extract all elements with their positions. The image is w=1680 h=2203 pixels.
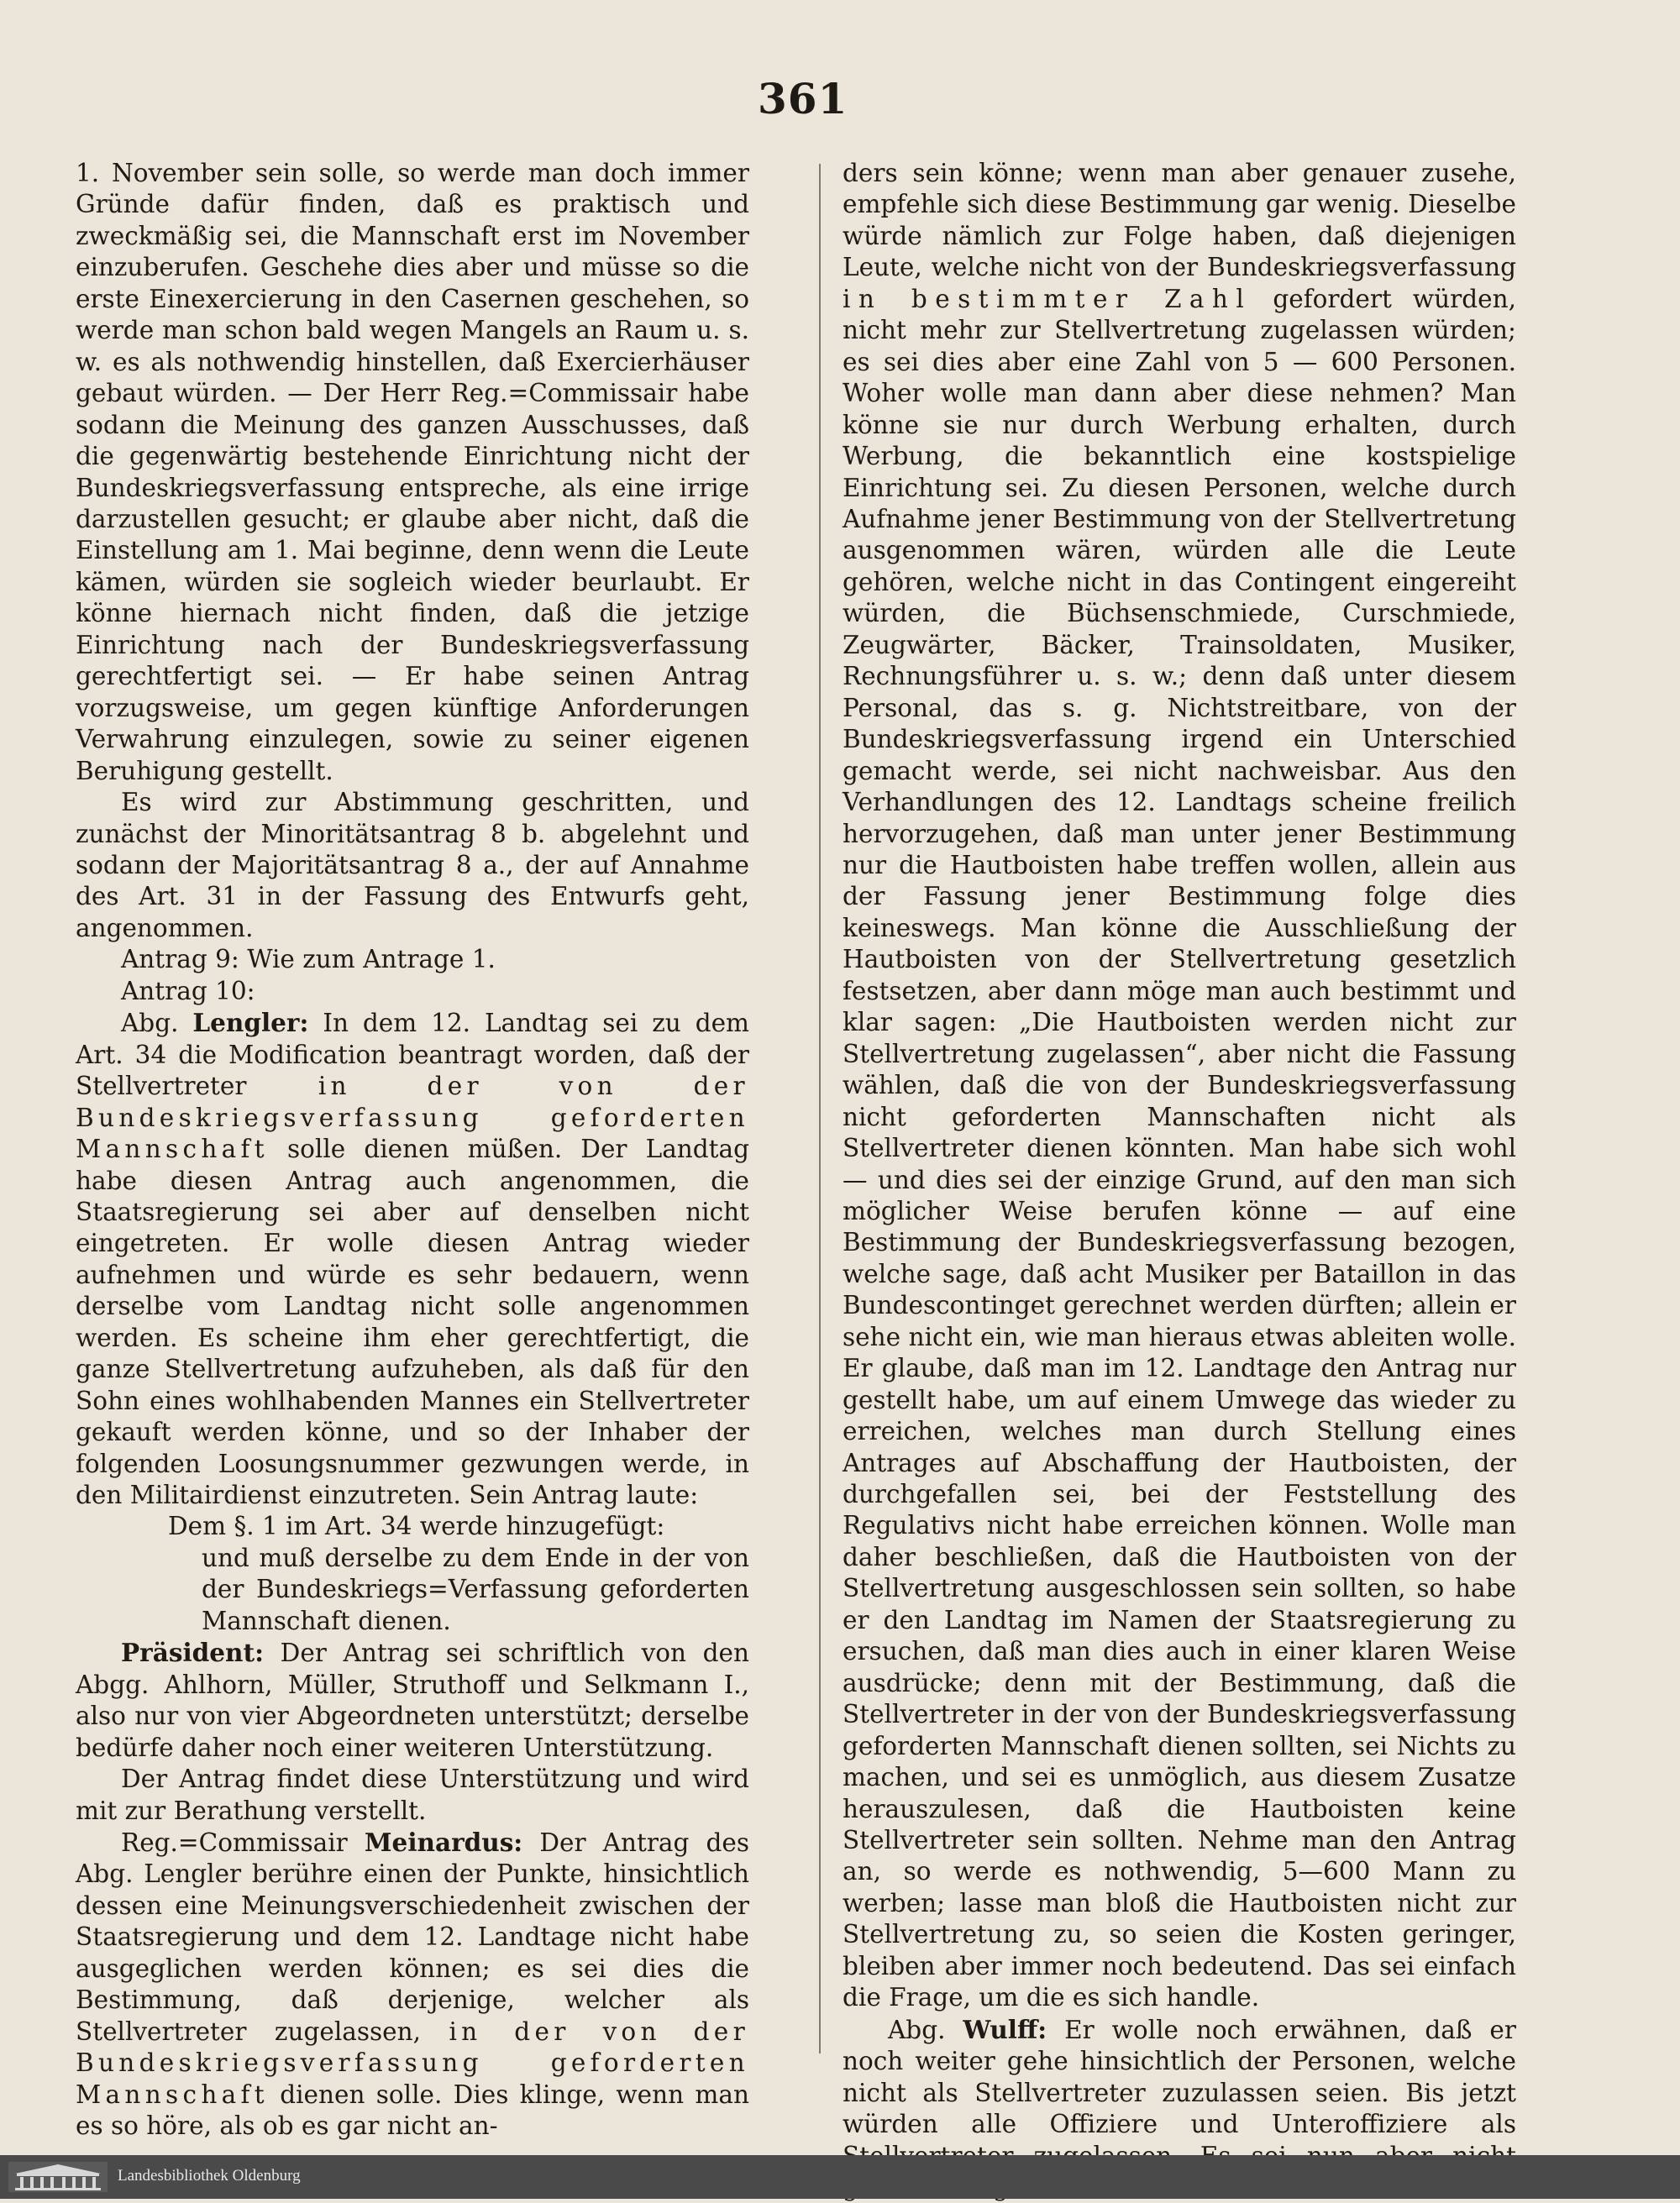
speech-text: solle dienen müßen. Der Landtag habe diesen Antrag auch angenommen, die Staatsregierung sei aber auf denselben nicht eingetreten. Er wolle diesen Antrag wieder aufnehmen und würde es sehr bedauern, wenn derselbe vom Landtag nicht solle angenommen werden. Es scheine ihm eher gerechtfertigt, die ganze Stellvertretung aufzuheben, als daß für den Sohn eines wohlhabenden Mannes ein Stellvertreter gekauft werden könne, und so der Inhaber der folgenden Loosungsnummer gezwungen werde, in den Militairdienst einzutreten. Sein Antrag laute: xyxy=(76,1135,749,1510)
column-divider xyxy=(819,164,821,2054)
paragraph-continued xyxy=(843,158,1516,2014)
page-number: 361 xyxy=(758,74,848,123)
speaker-name: Wulff: xyxy=(963,2014,1047,2044)
speech-lengler xyxy=(76,1007,749,1511)
paragraph: Der Antrag findet diese Unterstützung und wird mit zur Berathung verstellt. xyxy=(76,1765,749,1825)
right-column xyxy=(843,158,1516,2203)
paragraph: Antrag 10: xyxy=(121,976,255,1005)
spaced-emphasis: in bestimmter Zahl xyxy=(843,284,1252,313)
left-column xyxy=(76,158,749,2143)
speaker-name: Meinardus: xyxy=(364,1828,523,1858)
spaced-emphasis: in der von der Bundeskriegsverfassung geforderten Mannschaft xyxy=(76,2017,749,2109)
speaker-name: Lengler: xyxy=(192,1008,309,1038)
spaced-emphasis: in der von der Bundeskriegsverfassung geforderten Mannschaft xyxy=(76,1072,749,1164)
footer-bar xyxy=(0,2155,1680,2199)
speech-text: Er wolle noch erwähnen, daß er noch weiter gehe hinsichtlich der Personen, welche nicht als Stellvertreter zuzulassen seien. Bis jetzt würden alle Offiziere und Unteroffiziere als xyxy=(843,2015,1516,2139)
paragraph: Es wird zur Abstimmung geschritten, und zunächst der Minoritätsantrag 8 b. abgelehnt und sodann der Majoritätsantrag 8 a., der auf Annahme des Art. 31 in der Fassung des Entwurfs geht, angenommen. xyxy=(76,788,749,942)
speech-text: dienen solle. Dies klinge, wenn man es so höre, als ob es gar nicht an- xyxy=(76,2080,749,2141)
speaker-prefix: Abg. xyxy=(121,1009,193,1038)
speech-text: In dem 12. Landtag sei zu dem Art. 34 die Modification beantragt worden, daß der Stellvertreter xyxy=(76,1009,750,1101)
paragraph: Antrag 9: Wie zum Antrage 1. xyxy=(121,945,496,974)
speaker-prefix: Abg. xyxy=(888,2015,963,2044)
library-name: Landesbibliothek Oldenburg xyxy=(118,2167,301,2185)
speech-praesident xyxy=(76,1637,749,1764)
speech-text: Der Antrag des Abg. Lengler berühre einen der Punkte, hinsichtlich dessen eine Meinungsverschiedenheit zwischen der Staatsregierung und dem 12. Landtage nicht habe ausgeglichen werden können; es sei dies die Bestimmung, daß derjenige, welcher als Stellvertreter zugelassen, xyxy=(76,1828,749,2046)
amendment-intro: Dem §. 1 im Art. 34 werde hinzugefügt: xyxy=(168,1512,665,1541)
speech-text: gefordert würden, nicht mehr zur Stellvertretung zugelassen würden; es sei dies aber eine Zahl von 5 — 600 Personen. Woher wolle man dann aber diese nehmen? Man könne sie nur durch Werbung erhalten, durch Werbung, die bekanntlich eine kostspielige Einrichtung sei. Zu diesen Personen, welche durch Aufnahme jener Bestimmung von der Stellvertretung ausgenommen wären, würden alle die Leute gehören, welche nicht in das Contingent eingereiht würden, die Büchsenschmiede, Curschmiede, Zeugwärter, Bäcker, Trainsoldaten, Musiker, Rechnungsführer u. s. w.; denn daß unter diesem Personal, das s. g. Nichtstreitbare, von der Bundeskriegsverfassung irgend ein Unterschied gemacht werde, sei nicht nachweisbar. Aus den Verhandlungen des 12. Landtags scheine freilich hervorzugehen, daß man unter jener Bestimmung nur die Hautboisten habe treffen wollen, allein aus der Fassung jener Bestimmung folge dies keineswegs. Man könne die Ausschließung der Hautboisten von der Stellvertretung gesetzlich festsetzen, aber dann möge man auch bestimmt und klar sagen: „Die Hautboisten werden nicht zur Stellvertretung zugelassen“, aber nicht die Fassung wählen, daß die von der Bundeskriegsverfassung nicht geforderten Mannschaften nicht als Stellvertreter dienen könnten. Man habe sich wohl — und dies sei der einzige Grund, auf den man sich möglicher Weise berufen könne — auf eine Bestimmung der Bundeskriegsverfassung bezogen, welche sage, daß acht Musiker per Bataillon in das Bundescontinget gerechnet werden dürften; allein er sehe nicht ein, wie man hieraus etwas ableiten wolle. Er glaube, daß man im 12. Landtage den Antrag nur gestellt habe, um auf einem Umwege das wieder zu erreichen, welches man durch Stellung eines Antrages auf Abschaffung der Hautboisten, der durchgefallen sei, bei der Feststellung des Regulativs nicht habe erreichen können. Wolle man daher beschließen, daß die Hautboisten von der Stellvertretung ausgeschlossen sein sollten, so habe er den Landtag im Namen der Staatsregierung zu ersuchen, daß man dies auch in einer klaren Weise ausdrücke; denn mit der Bestimmung, daß die Stellvertreter in der von der Bundeskriegsverfassung geforderten Mannschaft dienen sollten, sei Nichts zu machen, und sei es unmöglich, aus diesem Zusatze herauszulesen, daß die Hautboisten keine Stellvertreter sein sollten. Nehme man den Antrag an, so werde es nothwendig, 5—600 Mann zu werben; lasse man bloß die Hautboisten nicht zur Stellvertretung zu, so seien die Kosten geringer, bleiben aber immer noch bedeutend. Das sei einfach die Frage, um die es sich handle. xyxy=(843,284,1516,2012)
speech-meinardus xyxy=(76,1827,749,2143)
paragraph: 1. November sein solle, so werde man doch immer Gründe dafür finden, daß es praktisch und zweckmäßig sei, die Mannschaft erst im November einzuberufen. Geschehe dies aber und müsse so die erste Einexercierung in den Casernen geschehen, so werde man schon bald wegen Mangels an Raum u. s. w. es als nothwendig hinstellen, daß Exercierhäuser gebaut würden. — Der Herr Reg.=Commissair habe sodann die Meinung des ganzen Ausschusses, daß die gegenwärtig bestehende Einrichtung nicht der Bundeskriegsverfassung entspreche, als eine irrige darzustellen gesucht; er glaube aber nicht, daß die Einstellung am 1. Mai beginne, denn wenn die Leute kämen, würden sie sogleich wieder beurlaubt. Er könne hiernach nicht finden, daß die jetzige Einrichtung nach der Bundeskriegsverfassung gerechtfertigt sei. — Er habe seinen Antrag vorzugsweise, um gegen künftige Anforderungen Verwahrung einzulegen, sowie zu seiner eigenen Beruhigung gestellt. xyxy=(76,159,749,785)
speaker-name: Präsident: xyxy=(121,1638,265,1668)
speech-text: ders sein könne; wenn man aber genauer zusehe, empfehle sich diese Bestimmung gar wenig. Dieselbe würde nämlich zur Folge haben, daß diejenigen Leute, welche nicht von der Bundeskriegsverfassung xyxy=(843,159,1516,282)
amendment-text: und muß derselbe zu dem Ende in der von der Bundeskriegs=Verfassung geforderten Mannschaft dienen. xyxy=(202,1543,749,1635)
speech-text: Der Antrag sei schriftlich von den Abgg. Ahlhorn, Müller, Struthoff und Selkmann I., also nur von vier Abgeordneten unterstützt; derselbe bedürfe daher noch einer weiteren Unterstützung. xyxy=(76,1639,749,1762)
speaker-prefix: Reg.=Commissair xyxy=(121,1828,365,1858)
library-building-icon xyxy=(8,2162,108,2192)
